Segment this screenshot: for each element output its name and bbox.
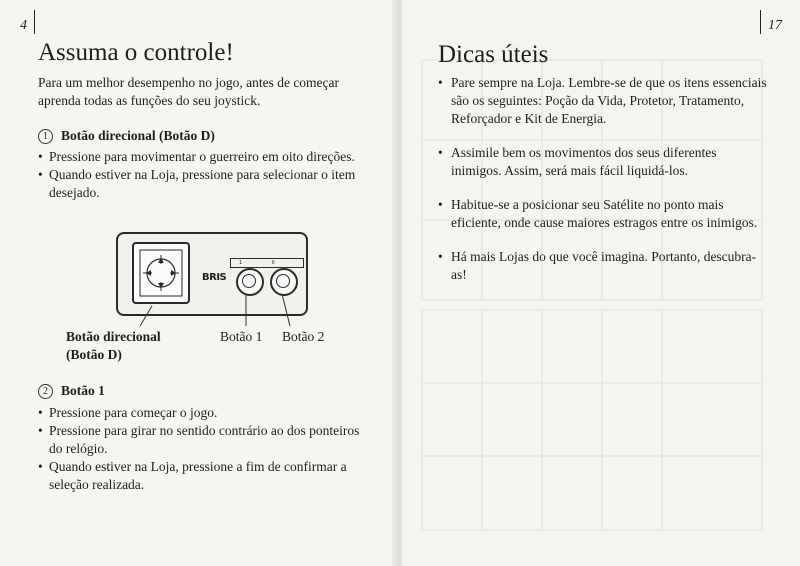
section-button1-label: Botão 1 — [61, 383, 105, 398]
right-page-title: Dicas úteis — [438, 41, 549, 68]
intro-paragraph: Para um melhor desempenho no jogo, antes de começar aprenda todas as funções do seu joystick. — [38, 75, 340, 108]
left-page — [0, 0, 398, 566]
dpad-label — [66, 328, 161, 364]
button1-list — [38, 404, 368, 494]
list-item: • Quando estiver na Loja, pressione para selecionar o item desejado. — [38, 166, 368, 202]
list-item: • Habitue-se a posicionar seu Satélite no ponto mais eficiente, onde cause maiores estragos entre os inimigos. — [438, 196, 768, 232]
section-button1-title — [38, 382, 105, 400]
button-2-label: Botão 2 — [282, 329, 325, 344]
brand-logo: BRIS — [202, 272, 227, 283]
list-item: • Quando estiver na Loja, pressione a fim de confirmar a seleção realizada. — [38, 458, 368, 494]
button-1-label: Botão 1 — [220, 329, 263, 344]
page-number-left: 4 — [20, 18, 27, 33]
page-number-right: 17 — [768, 18, 782, 33]
dpad-label-line-2: (Botão D) — [66, 347, 122, 362]
section-number-1: 1 — [38, 129, 53, 144]
strip-label-1: 1 — [239, 260, 244, 266]
list-item: • Pare sempre na Loja. Lembre-se de que os itens essenciais são os seguintes: Poção da Vida, Protetor, Tratamento, Reforçador e Kit de Energia. — [438, 74, 768, 128]
list-item: • Assimile bem os movimentos dos seus diferentes inimigos. Assim, será mais fácil liquidá-los. — [438, 144, 768, 180]
strip-label-2: II — [271, 260, 275, 266]
left-page-title: Assuma o controle! — [38, 39, 234, 66]
list-item: • Pressione para movimentar o guerreiro em oito direções. — [38, 148, 368, 166]
dpad-label-line-1: Botão direcional — [66, 329, 161, 344]
list-item: • Há mais Lojas do que você imagina. Portanto, descubra-as! — [438, 248, 768, 284]
list-item: • Pressione para começar o jogo. — [38, 404, 368, 422]
section-directional-label: Botão direcional (Botão D) — [61, 128, 215, 143]
list-item: • Pressione para girar no sentido contrário ao dos ponteiros do relógio. — [38, 422, 368, 458]
section-number-2: 2 — [38, 384, 53, 399]
right-page — [402, 0, 800, 566]
page-number-rule — [760, 10, 761, 34]
tips-list — [438, 74, 768, 300]
